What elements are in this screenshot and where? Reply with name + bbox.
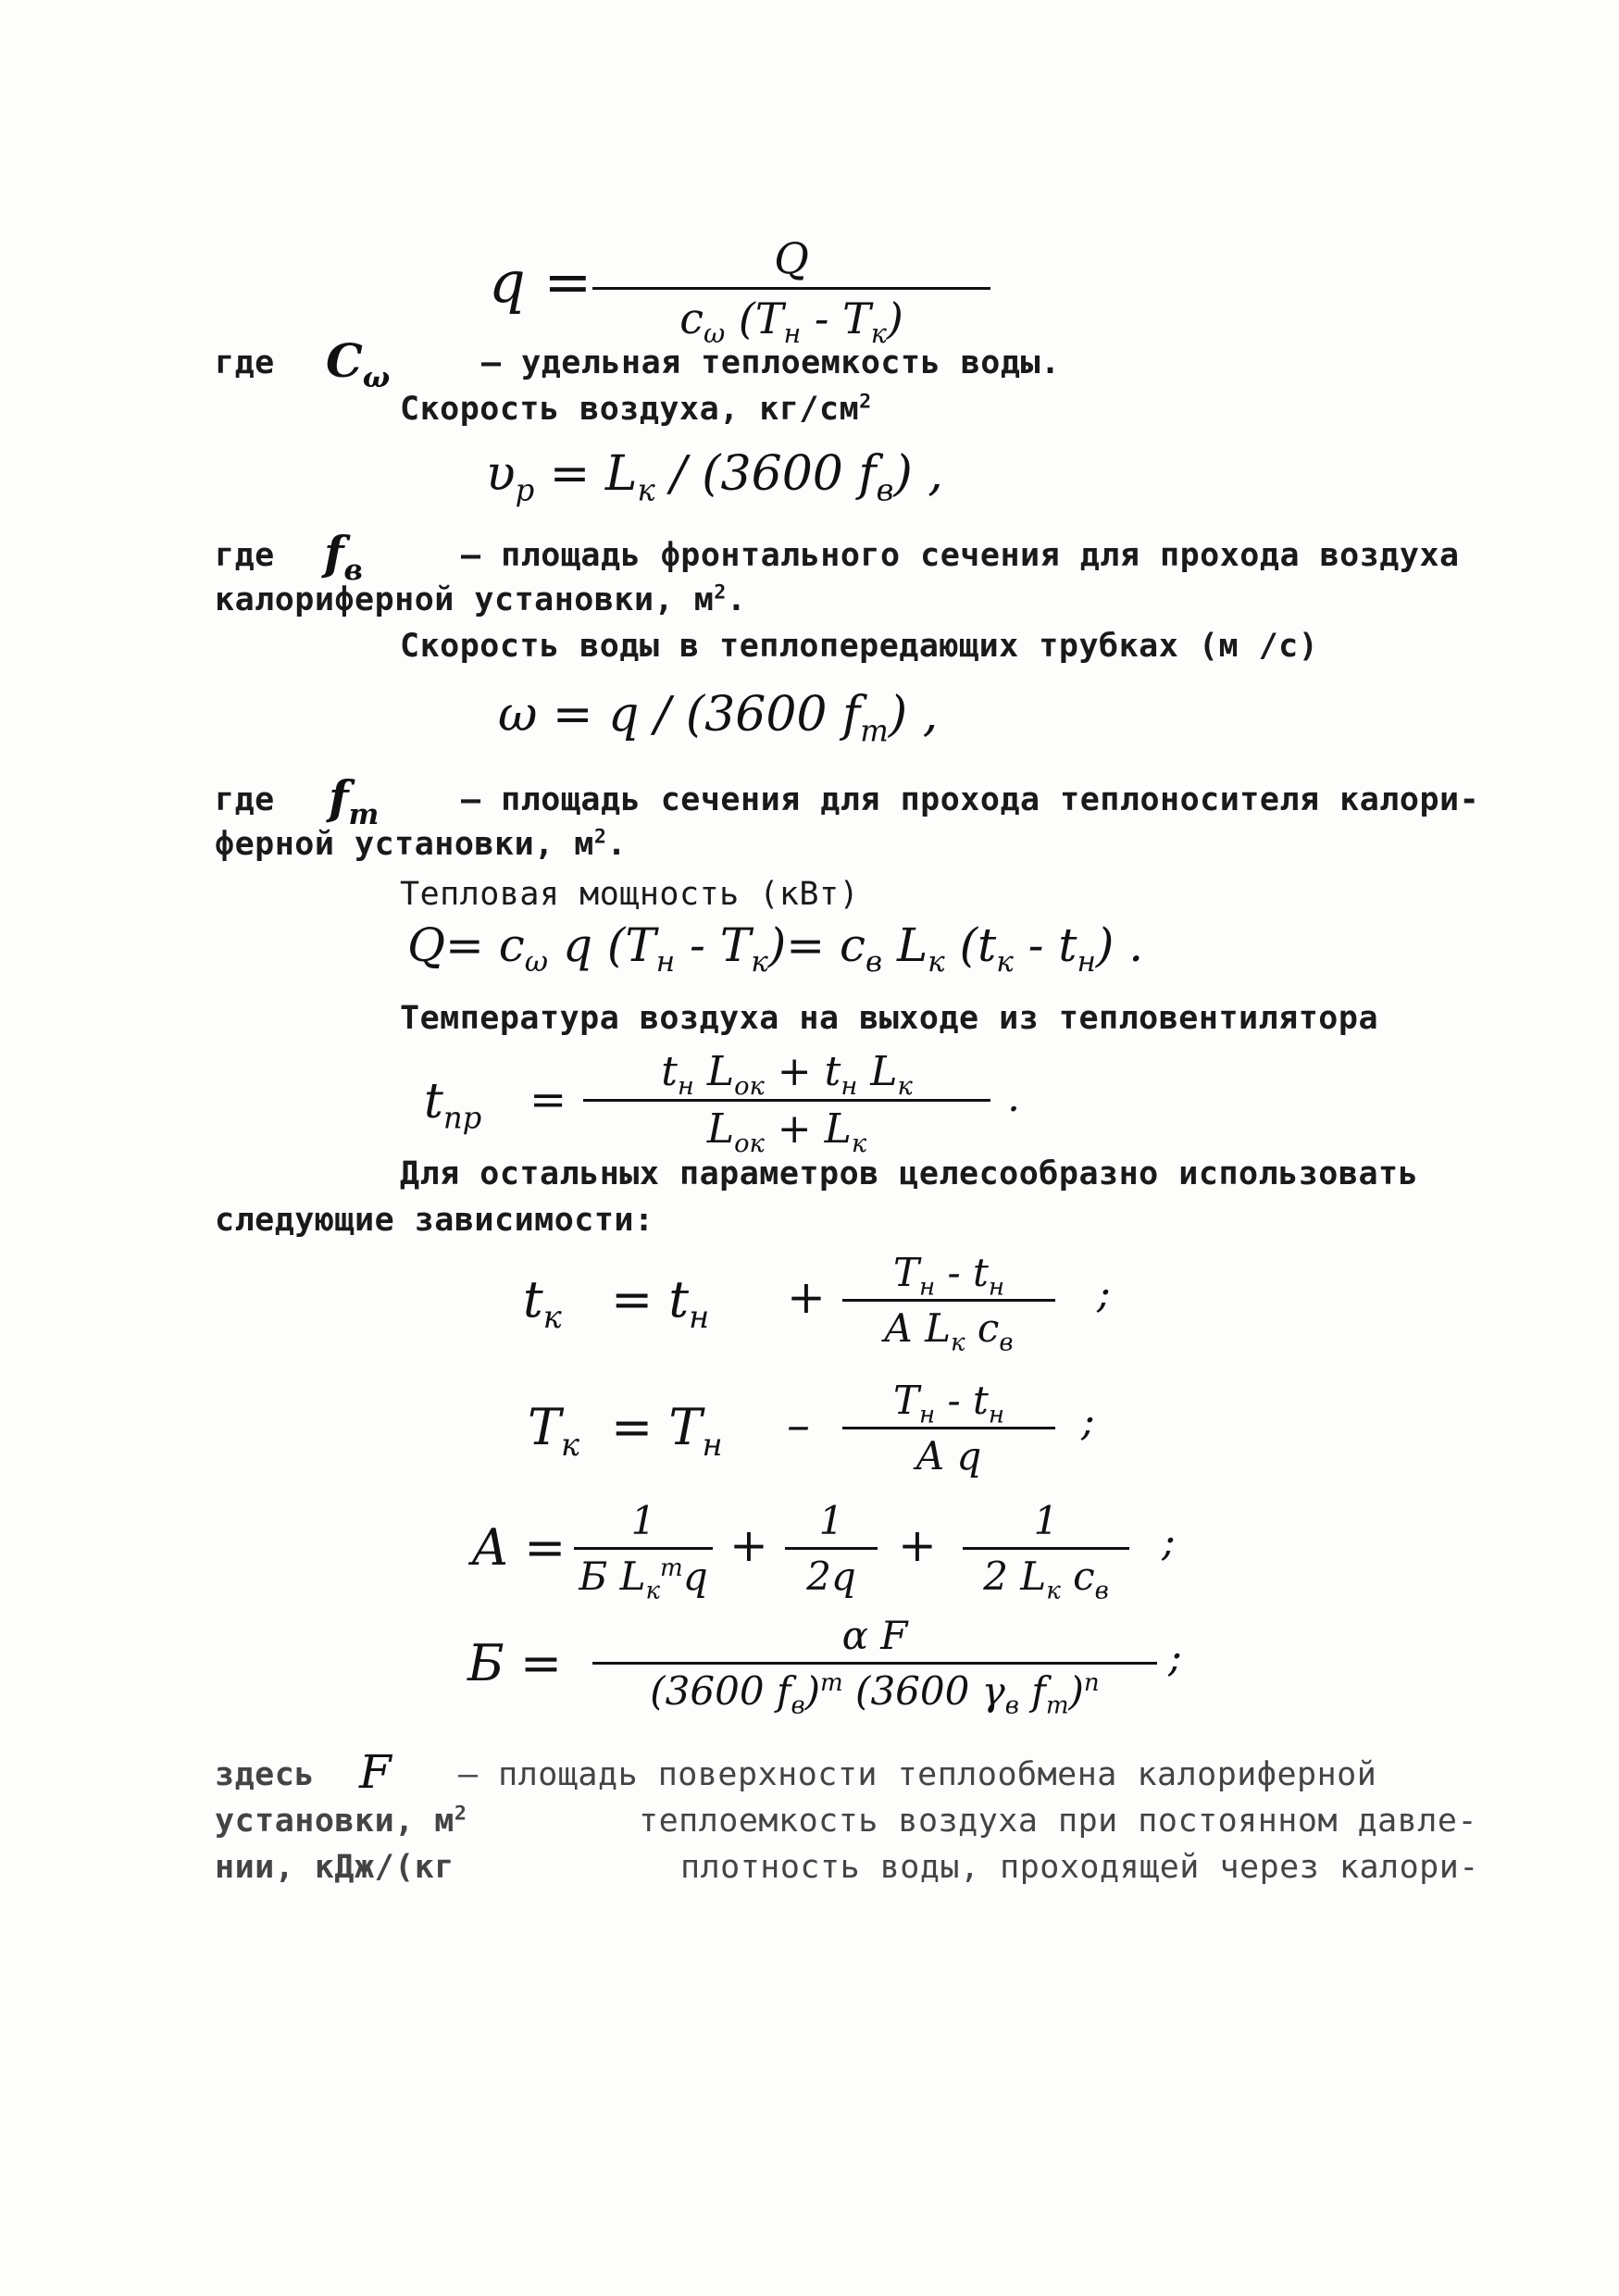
formula-Tk-denominator: A q: [915, 1433, 982, 1479]
text-where-1: где: [215, 344, 275, 381]
text-heater-unit-3: установки, $м^2$: [215, 1802, 467, 1840]
formula-B-denominator: (3600 $f_в)^m$ (3600 $\gamma_в$ $f_т)^n$: [650, 1668, 1100, 1720]
formula-A-term3-den: 2 $L_к$ $c_в$: [983, 1554, 1109, 1605]
formula-A-lhs: A =: [472, 1518, 567, 1577]
formula-outlet-temp-end: .: [1007, 1074, 1020, 1121]
text-here: здесь: [215, 1756, 315, 1793]
text-water-density: плотность воды, проходящей через калори-: [680, 1849, 1479, 1886]
formula-outlet-temp-eq: =: [529, 1074, 567, 1126]
formula-Tk-end: ;: [1081, 1398, 1095, 1445]
formula-tk-end: ;: [1097, 1270, 1111, 1317]
text-heater-unit-2: ферной установки, $м^2$.: [215, 825, 628, 863]
fraction-bar: [592, 1662, 1157, 1665]
formula-outlet-temp-fraction: [583, 1048, 990, 1158]
formula-tk-lhs: $t_к$: [523, 1270, 562, 1335]
formula-B-fraction: [592, 1613, 1157, 1720]
formula-Tk-lhs: $T_к$: [528, 1398, 580, 1463]
formula-tk-denominator: A $L_к$ $c_в$: [884, 1305, 1014, 1357]
formula-water-flow-fraction: [592, 233, 990, 350]
formula-tk-plus: +: [787, 1270, 826, 1324]
formula-A-term1: [574, 1498, 713, 1605]
text-heater-unit-1: калориферной установки, $м^2$.: [215, 580, 747, 618]
symbol-f-t: $f_т$: [329, 770, 380, 831]
formula-tk-mid: = $t_н$: [611, 1270, 710, 1335]
text-other-params: Для остальных параметров целесообразно использовать: [400, 1155, 1419, 1192]
formula-air-velocity: $\upsilon_р = L_к$ ∕ (3600 $f_в$) ,: [486, 446, 943, 508]
text-section-area: – площадь сечения для прохода теплоносителя калори-: [461, 781, 1480, 818]
formula-outlet-temp-lhs: $t_{пр}$: [424, 1074, 482, 1136]
text-air-velocity: Скорость воздуха, $кг/см^2$: [400, 390, 872, 428]
formula-outlet-temp-numerator: $t_н$ $L_{ок} + t_н$ $L_к$: [661, 1048, 913, 1101]
formula-A-term2-num: 1: [818, 1498, 844, 1543]
fraction-bar: [574, 1547, 713, 1550]
text-where-2: где: [215, 537, 275, 574]
formula-B-lhs: Б =: [467, 1634, 563, 1692]
text-water-velocity: Скорость воды в теплопередающих трубках (м /с): [400, 628, 1319, 665]
formula-heat-power: $Q= c_\omega$ q $(T_н - T_к)= c_в$ $L_к$ $(t_к - t_н)$ .: [407, 918, 1144, 979]
fraction-bar: [842, 1299, 1055, 1302]
formula-water-flow-denominator: $c_\omega$ $(T_н - T_к)$: [679, 293, 903, 350]
formula-A-term1-den: Б $L_к^mq$: [579, 1554, 708, 1605]
fraction-bar: [785, 1547, 878, 1550]
symbol-f-v: $f_в$: [324, 526, 363, 587]
formula-tk-fraction: [842, 1250, 1055, 1357]
formula-A-term2-den: 2q: [806, 1554, 856, 1599]
formula-B-end: ;: [1168, 1634, 1182, 1681]
fraction-bar: [842, 1427, 1055, 1429]
text-heat-power: Тепловая мощность (кВт): [400, 876, 860, 913]
text-following-deps: следующие зависимости:: [215, 1202, 654, 1239]
formula-tk-numerator: $T_н - t_н$: [892, 1250, 1005, 1302]
formula-Tk-mid: = $T_н$: [611, 1398, 723, 1463]
text-frontal-area: – площадь фронтального сечения для прохода воздуха: [461, 537, 1460, 574]
formula-water-flow-lhs: q =: [489, 248, 592, 316]
text-units-kj: нии, кДж/(кг: [215, 1849, 455, 1886]
formula-A-plus2: +: [898, 1518, 937, 1572]
formula-A-plus1: +: [729, 1518, 768, 1572]
fraction-bar: [592, 287, 990, 290]
formula-water-velocity: ω = q ∕ (3600 $f_т$) ,: [498, 687, 939, 749]
text-outlet-air-temp: Температура воздуха на выходе из тепловентилятора: [400, 1000, 1379, 1037]
formula-A-term3: [963, 1498, 1129, 1605]
text-surface-area: – площадь поверхности теплообмена калориферной: [458, 1756, 1377, 1793]
text-specific-heat-water: – удельная теплоемкость воды.: [481, 344, 1061, 381]
symbol-c-omega: $C_\omega$: [326, 333, 391, 394]
formula-A-term3-num: 1: [1033, 1498, 1059, 1543]
formula-Tk-minus: –: [787, 1398, 810, 1452]
symbol-F: F: [359, 1745, 392, 1799]
formula-water-flow-numerator: Q: [774, 233, 809, 283]
text-air-heat-capacity: теплоемкость воздуха при постоянном давле-: [639, 1803, 1478, 1840]
fraction-bar: [583, 1099, 990, 1102]
formula-outlet-temp-denominator: $L_{ок} + L_к$: [706, 1105, 867, 1158]
formula-Tk-fraction: [842, 1378, 1055, 1479]
formula-A-term2: [785, 1498, 878, 1599]
formula-Tk-numerator: $T_н - t_н$: [892, 1378, 1005, 1429]
formula-A-end: ;: [1162, 1518, 1176, 1566]
fraction-bar: [963, 1547, 1129, 1550]
text-where-3: где: [215, 781, 275, 818]
formula-B-numerator: α F: [841, 1613, 908, 1658]
formula-A-term1-num: 1: [630, 1498, 656, 1543]
